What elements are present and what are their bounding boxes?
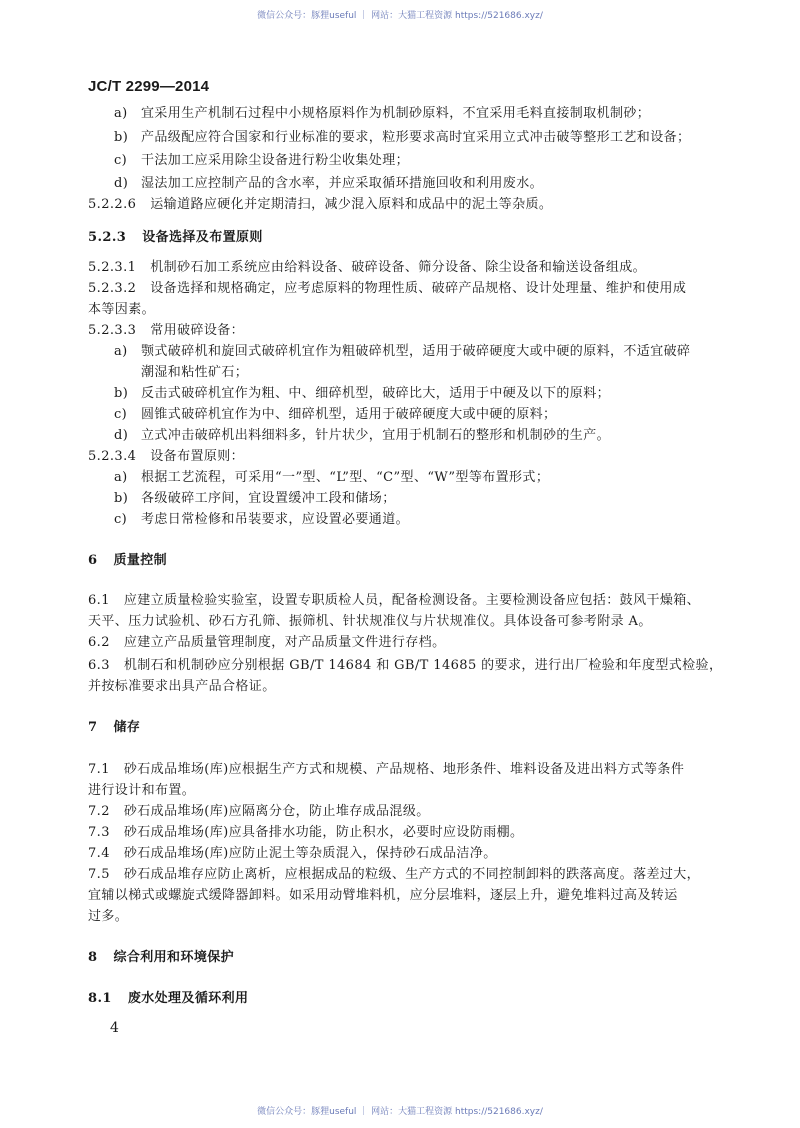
clause-text: 砂石成品堆场(库)应根据生产方式和规模、产品规格、地形条件、堆料设备及进出料方式等条件 xyxy=(123,762,685,777)
heading-text: 储存 xyxy=(113,720,141,735)
item-label: b) xyxy=(114,386,129,401)
heading-text: 设备选择及布置原则 xyxy=(142,230,263,245)
heading-number: 6 xyxy=(88,553,98,568)
clause-text: 砂石成品堆场(库)应隔离分仓，防止堆存成品混级。 xyxy=(123,804,430,819)
clause-number: 5.2.3.1 xyxy=(88,260,137,275)
clause-text: 应建立产品质量管理制度，对产品质量文件进行存档。 xyxy=(123,635,446,650)
clause xyxy=(88,803,430,821)
clause-text: 过多。 xyxy=(88,909,129,924)
clause-number: 7.4 xyxy=(88,846,110,861)
list-item xyxy=(114,511,409,529)
clause-text: 常用破碎设备： xyxy=(150,323,245,338)
heading-number: 8 xyxy=(88,950,98,965)
item-label: c) xyxy=(114,153,128,168)
item-text: 反击式破碎机宜作为粗、中、细碎机型，破碎比大，适用于中硬及以下的原料； xyxy=(141,386,611,401)
clause xyxy=(88,280,686,298)
watermark-top: 微信公众号：豚狸useful ｜ 网站：大猫工程资源 https://521686.xyz/ xyxy=(257,11,543,21)
clause xyxy=(88,322,244,340)
watermark-bottom: 微信公众号：豚狸useful ｜ 网站：大猫工程资源 https://521686.xyz/ xyxy=(257,1107,543,1117)
item-text: 产品级配应符合国家和行业标准的要求，粒形要求高时宜采用立式冲击破等整形工艺和设备； xyxy=(141,130,691,145)
clause xyxy=(88,634,445,652)
clause xyxy=(88,657,722,675)
item-label: c) xyxy=(114,512,128,527)
clause-continuation xyxy=(88,678,276,696)
item-label: b) xyxy=(114,130,129,145)
heading-number: 8.1 xyxy=(88,991,112,1006)
item-label: a) xyxy=(114,106,128,121)
clause-number: 5.2.3.4 xyxy=(88,449,137,464)
list-item xyxy=(114,490,396,508)
list-item xyxy=(114,152,409,170)
item-text: 颚式破碎机和旋回式破碎机宜作为粗破碎机型，适用于破碎硬度大或中硬的原料，不适宜破碎 xyxy=(141,344,691,359)
chapter-heading xyxy=(88,719,140,737)
clause-text: 设备布置原则： xyxy=(150,449,245,464)
list-item xyxy=(114,385,610,403)
item-text: 根据工艺流程，可采用“一”型、“L”型、“C”型、“W”型等布置形式； xyxy=(141,470,550,485)
item-text: 湿法加工应控制产品的含水率，并应采取循环措施回收和利用废水。 xyxy=(141,176,544,191)
section-heading xyxy=(88,990,248,1008)
clause-text: 天平、压力试验机、砂石方孔筛、振筛机、针状规准仪与片状规准仪。具体设备可参考附录 A。 xyxy=(88,614,652,629)
item-text: 圆锥式破碎机宜作为中、细碎机型，适用于破碎硬度大或中硬的原料； xyxy=(141,407,557,422)
clause xyxy=(88,592,700,610)
list-item xyxy=(114,469,549,487)
item-label: b) xyxy=(114,491,129,506)
clause-text: 本等因素。 xyxy=(88,302,156,317)
clause-text: 进行设计和布置。 xyxy=(88,783,196,798)
heading-number: 7 xyxy=(88,720,98,735)
clause xyxy=(88,259,646,277)
clause-number: 6.2 xyxy=(88,635,110,650)
clause xyxy=(88,448,244,466)
list-item xyxy=(114,175,543,193)
page-number: 4 xyxy=(110,1020,119,1036)
clause-number: 6.1 xyxy=(88,593,110,608)
list-item xyxy=(114,129,690,147)
clause-text: 砂石成品堆场(库)应防止泥土等杂质混入，保持砂石成品洁净。 xyxy=(123,846,497,861)
clause-text: 宜辅以梯式或螺旋式缓降器卸料。如采用动臂堆料机，应分层堆料，逐层上升，避免堆料过高及转运 xyxy=(88,888,678,903)
heading-text: 质量控制 xyxy=(113,553,168,568)
clause-number: 7.3 xyxy=(88,825,110,840)
item-text: 考虑日常检修和吊装要求，应设置必要通道。 xyxy=(141,512,410,527)
clause-continuation xyxy=(88,613,652,631)
clause-text: 砂石成品堆存应防止离析，应根据成品的粒级、生产方式的不同控制卸料的跌落高度。落差过大， xyxy=(123,867,701,882)
item-text: 干法加工应采用除尘设备进行粉尘收集处理； xyxy=(141,153,410,168)
item-label: c) xyxy=(114,407,128,422)
list-item xyxy=(114,343,690,361)
item-label: a) xyxy=(114,470,128,485)
item-label: d) xyxy=(114,176,129,191)
list-item xyxy=(114,105,650,123)
heading-number: 5.2.3 xyxy=(88,230,127,245)
heading-text: 废水处理及循环利用 xyxy=(127,991,249,1006)
chapter-heading xyxy=(88,949,234,967)
clause-text: 并按标准要求出具产品合格证。 xyxy=(88,679,276,694)
clause-number: 5.2.3.2 xyxy=(88,281,137,296)
item-text: 潮湿和粘性矿石； xyxy=(141,365,249,380)
clause-text: 机制砂石加工系统应由给料设备、破碎设备、筛分设备、除尘设备和输送设备组成。 xyxy=(150,260,647,275)
clause-number: 7.5 xyxy=(88,867,110,882)
list-item xyxy=(114,427,610,445)
clause-text: 砂石成品堆场(库)应具备排水功能，防止积水，必要时应设防雨棚。 xyxy=(123,825,524,840)
clause xyxy=(88,845,497,863)
clause-continuation xyxy=(88,887,678,905)
clause-text: 运输道路应硬化并定期清扫，减少混入原料和成品中的泥土等杂质。 xyxy=(150,197,553,212)
clause-text: 应建立质量检验实验室，设置专职质检人员，配备检测设备。主要检测设备应包括：鼓风干燥箱、 xyxy=(123,593,701,608)
clause-continuation xyxy=(88,908,128,926)
clause xyxy=(88,866,700,884)
clause xyxy=(88,196,552,214)
list-item xyxy=(114,406,556,424)
clause xyxy=(88,761,684,779)
clause-text: 设备选择和规格确定，应考虑原料的物理性质、破碎产品规格、设计处理量、维护和使用成 xyxy=(150,281,687,296)
item-text: 宜采用生产机制石过程中小规格原料作为机制砂原料，不宜采用毛料直接制取机制砂； xyxy=(141,106,651,121)
clause-number: 5.2.3.3 xyxy=(88,323,137,338)
section-heading xyxy=(88,229,263,247)
list-item-continuation xyxy=(141,364,248,382)
clause-number: 6.3 xyxy=(88,658,110,673)
document-code: JC/T 2299—2014 xyxy=(88,78,210,95)
item-text: 立式冲击破碎机出料细料多，针片状少，宜用于机制石的整形和机制砂的生产。 xyxy=(141,428,611,443)
item-label: d) xyxy=(114,428,129,443)
chapter-heading xyxy=(88,552,167,570)
clause-text: 机制石和机制砂应分别根据 GB/T 14684 和 GB/T 14685 的要求，进行出厂检验和年度型式检验， xyxy=(123,658,723,673)
clause-number: 7.1 xyxy=(88,762,110,777)
item-label: a) xyxy=(114,344,128,359)
clause-continuation xyxy=(88,782,195,800)
clause xyxy=(88,824,523,842)
clause-number: 7.2 xyxy=(88,804,110,819)
heading-text: 综合利用和环境保护 xyxy=(113,950,235,965)
clause-continuation xyxy=(88,301,155,319)
item-text: 各级破碎工序间，宜设置缓冲工段和储场； xyxy=(141,491,396,506)
clause-number: 5.2.2.6 xyxy=(88,197,137,212)
